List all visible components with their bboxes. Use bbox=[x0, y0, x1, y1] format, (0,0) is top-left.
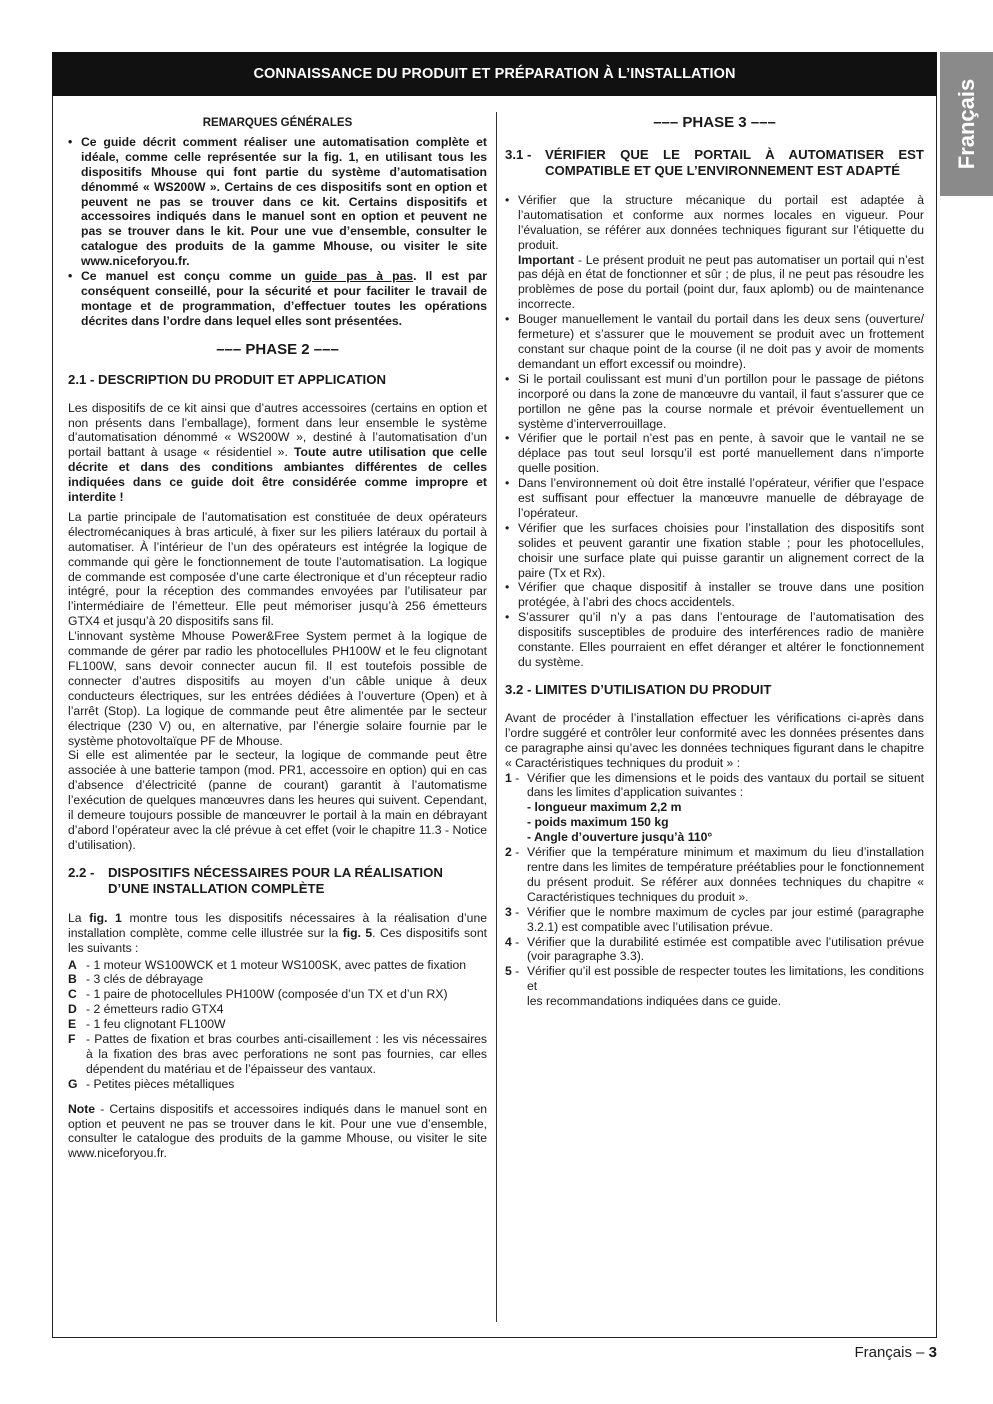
list-item-key: F bbox=[68, 1032, 76, 1047]
check-bullet-6: • Vérifier que les surfaces choisies pour l’installation des dispositifs sont solides et peuvent garantir une fixation stable ; pour les photocellules, choisir une surface plate qui puisse garantir un alignement correct de la paire (Tx et Rx). bbox=[505, 521, 924, 581]
section-3-1-title bbox=[505, 147, 924, 179]
limit-length: - longueur maximum 2,2 m bbox=[527, 800, 682, 815]
limit-item-4 bbox=[505, 935, 924, 965]
s21-p1-bold: Toute autre utilisation que celle décrite et dans des conditions ambiantes différentes de celles indiquées dans ce guide doit être considérée comme impropre et interdite ! bbox=[68, 445, 487, 505]
limit-num-4: 4 bbox=[505, 934, 512, 949]
check-bullet-8: • S’assurer qu’il n’y a pas dans l’entourage de l’automatisation des dispositifs susceptibles de produire des interférences radio de manière constante. Elles pourraient en effet déranger et altérer le fonctionnement du système. bbox=[505, 610, 924, 670]
list-item-key: G bbox=[68, 1076, 78, 1091]
limit-item-number: 1 - bbox=[505, 770, 520, 785]
s22-intro-c: . Ces dispositifs sont les suivants : bbox=[68, 925, 487, 955]
section-2-1-para-4: Si elle est alimentée par le secteur, la logique de commande peut être associée à une batterie tampon (mod. PR1, accessoire en option) qui en cas d’absence d’électricité (panne de courant) garantit à l’automatisme l’exécution de quelques manœuvres dans les heures qui suivent. Cependant, il demeure toujours possible de manœuvrer le portail à la main en débrayant d’abord l’opérateur avec la clé prévue à cet effet (voir le chapitre 11.3 - Notice d’utilisation). bbox=[68, 748, 487, 852]
important-text: - Le présent produit ne peut pas automatiser un portail qui n’est pas déjà en état de fonctionner et sûr ; de plus, il ne peut pas résoudre les problèmes de pose du portail (point dur, faux aplomb) ou de maintenance incorrecte. bbox=[518, 252, 924, 312]
fig-1-ref: fig. 1 bbox=[89, 910, 122, 925]
list-item-key: C bbox=[68, 987, 77, 1002]
list-item-key: E bbox=[68, 1017, 77, 1032]
s22-intro-a: La bbox=[68, 910, 90, 925]
check-bullet-4: • Vérifier que le portail n’est pas en pente, à savoir que le vantail ne se déplace pas tout seul lorsqu’il est porté manuellement dans n’importe quelle position. bbox=[505, 431, 924, 476]
limit-item-2 bbox=[505, 845, 924, 905]
limit-item-number: 2 - bbox=[505, 845, 520, 860]
list-item-text: - 1 paire de photocellules PH100W (composée d’un TX et d’un RX) bbox=[86, 987, 448, 1002]
limit-num-3: 3 bbox=[505, 904, 512, 919]
limit-2-text: Vérifier que la température minimum et maximum du lieu d’installation rentre dans les limites de température préétablies pour le fonctionnement du présent produit. Se référer aux données techniques du chapitre « Caractéristiques techniques du produit ». bbox=[527, 845, 924, 904]
remark-bullet-2-a: Ce manuel est conçu comme un bbox=[81, 269, 305, 284]
section-2-1-para-2: La partie principale de l’automatisation est constituée de deux opérateurs électromécaniques à bras articulé, à fixer sur les piliers latéraux du portail à automatiser. À l’intérieur de l’un des opérateurs est intégrée la logique de commande qui gère le fonctionnement de toute l’automatisation. La logique de commande est composée d’une carte électronique et d’un récepteur radio intégré, pour la réception des commandes envoyées par l’utilisateur par l’intermédiaire de l’émetteur. Elle peut mémoriser jusqu’à 256 émetteurs GTX4 et jusqu’à 20 dispositifs sans fil. bbox=[68, 509, 487, 629]
section-3-2-title: 3.2 - LIMITES D’UTILISATION DU PRODUIT bbox=[505, 681, 772, 697]
right-column bbox=[505, 112, 924, 1009]
language-tab-label: Français bbox=[953, 78, 979, 170]
left-column bbox=[68, 112, 487, 1161]
list-item bbox=[68, 987, 487, 1002]
remarks-title: REMARQUES GÉNÉRALES bbox=[202, 117, 353, 129]
phase-3-heading: ––– PHASE 3 ––– bbox=[653, 114, 776, 131]
check-bullet-2: • Bouger manuellement le vantail du portail dans les deux sens (ouverture/ fermeture) et s’assurer que le mouvement se produit avec un frottement constant sur chaque point de la course (il ne doit pas y avoir de moments demandant un effort excessif ou moindre). bbox=[505, 312, 924, 372]
list-item bbox=[68, 1077, 487, 1092]
section-3-1-number: 3.1 - bbox=[505, 146, 532, 162]
limit-num-1: 1 bbox=[505, 770, 512, 785]
list-item bbox=[68, 1032, 487, 1077]
limit-num-2: 2 bbox=[505, 845, 512, 860]
section-2-2-number: 2.2 - bbox=[68, 864, 95, 880]
page-number: 3 bbox=[928, 1344, 937, 1361]
fig-5-ref: fig. 5 bbox=[342, 925, 373, 940]
limit-item-number: 3 - bbox=[505, 904, 520, 919]
device-list bbox=[68, 958, 487, 1092]
list-item-text: - Petites pièces métalliques bbox=[86, 1076, 235, 1091]
check-bullet-5: • Dans l’environnement où doit être installé l’opérateur, vérifier que l’espace est suffisant pour effectuer la manœuvre manuelle de débrayage de l’opérateur. bbox=[505, 476, 924, 521]
remark-bullet-2-underline: guide pas à pas bbox=[304, 269, 414, 284]
section-3-2-intro: Avant de procéder à l’installation effectuer les vérifications ci-après dans l’ordre suggéré et contrôler leur conformité avec les données présentes dans ce paragraphe ainsi qu’avec les données techniques figurant dans le chapitre « Caractéristiques techniques du produit » : bbox=[505, 710, 924, 770]
s22-intro-b: montre tous les dispositifs nécessaires à la réalisation d’une installation complète, comme celle illustrée sur la bbox=[68, 910, 487, 940]
limit-3-text: Vérifier que le nombre maximum de cycles par jour estimé (paragraphe 3.2.1) est compatible avec l’utilisation prévue. bbox=[527, 904, 924, 934]
list-item-text: - 2 émetteurs radio GTX4 bbox=[86, 1002, 224, 1017]
column-divider bbox=[496, 112, 497, 1322]
section-2-2-intro bbox=[68, 911, 487, 956]
limit-item-number: 5 - bbox=[505, 964, 520, 979]
list-item bbox=[68, 958, 487, 973]
important-label: Important bbox=[518, 252, 575, 267]
phase-2-heading: ––– PHASE 2 ––– bbox=[216, 340, 339, 358]
list-item-text: - Pattes de fixation et bras courbes anti-cisaillement : les vis nécessaires à la fixation des bras avec perforations ne sont pas fournies, car elles dépendent du matériau et de l’épaisseur des vantaux. bbox=[86, 1032, 487, 1076]
check-bullet-7: • Vérifier que chaque dispositif à installer se trouve dans une position protégée, à l’abri des chocs accidentels. bbox=[505, 580, 924, 610]
limit-5-text: Vérifier qu’il est possible de respecter toutes les limitations, les conditions et bbox=[527, 964, 924, 994]
list-item-text: - 1 feu clignotant FL100W bbox=[86, 1017, 226, 1032]
list-item-text: - 1 moteur WS100WCK et 1 moteur WS100SK, avec pattes de fixation bbox=[86, 957, 467, 972]
list-item bbox=[68, 972, 487, 987]
limit-num-5: 5 bbox=[505, 964, 512, 979]
limit-item-3 bbox=[505, 905, 924, 935]
limit-item-number: 4 - bbox=[505, 934, 520, 949]
limit-5-text-b: les recommandations indiquées dans ce guide. bbox=[527, 994, 782, 1009]
limit-4-text: Vérifier que la durabilité estimée est compatible avec l’utilisation prévue (voir paragraphe 3.3). bbox=[527, 934, 924, 964]
limit-1-text: Vérifier que les dimensions et le poids des vantaux du portail se situent dans les limites d’application suivantes : bbox=[527, 770, 924, 800]
check-bullet-1 bbox=[505, 193, 924, 312]
remark-bullet-2-b: . Il est par conséquent conseillé, pour la sécurité et pour faciliter le travail de montage et de programmation, d’effectuer toutes les opérations décrites dans l’ordre dans lequel elles sont présentées. bbox=[81, 269, 487, 328]
limit-item-text bbox=[527, 964, 924, 1009]
check-bullet-1-text: Vérifier que la structure mécanique du portail est adaptée à l’automatisation et conforme aux normes locales en vigueur. Pour l’évaluation, se référer aux données techniques figurant sur l’étiquette du produit. bbox=[518, 192, 924, 252]
limit-item-5 bbox=[505, 964, 924, 1009]
note-label: Note bbox=[68, 1101, 96, 1116]
s21-p1-text: Les dispositifs de ce kit ainsi que d’autres accessoires (certains en option et non présents dans l’emballage), forment dans leur ensemble le système d’automatisation dénommé « WS200W », destiné à l’automatisation d’un portail battant à usage « résidentiel ». bbox=[68, 400, 487, 460]
list-item-key: D bbox=[68, 1002, 77, 1017]
limit-item-1 bbox=[505, 771, 924, 846]
section-2-2-title bbox=[68, 865, 487, 897]
page-footer bbox=[854, 1344, 937, 1361]
page-title: CONNAISSANCE DU PRODUIT ET PRÉPARATION À L’INSTALLATION bbox=[52, 52, 937, 96]
section-2-1-para-3: L’innovant système Mhouse Power&Free System permet à la logique de commande de gérer par radio les photocellules PH100W et le feu clignotant FL100W, sans devoir connecter aucun fil. Il est toutefois possible de connecter d’autres dispositifs au moyen d’un câble unique à deux conducteurs électriques, sur les entrées dédiées à l’ouverture (Open) et à l’arrêt (Stop). La logique de commande peut être alimentée par le secteur électrique (230 V) ou, en alternative, par l’énergie solaire fournie par le système photovoltaïque PF de Mhouse. bbox=[68, 629, 487, 748]
limits-list bbox=[505, 771, 924, 1010]
limit-item-text bbox=[527, 771, 924, 846]
list-item bbox=[68, 1017, 487, 1032]
check-bullet-3: • Si le portail coulissant est muni d’un portillon pour le passage de piétons incorporé ou dans la zone de manœuvre du vantail, il faut s’assurer que ce portillon ne gêne pas la course normale et prévoir éventuellement un système d’interverrouillage. bbox=[505, 372, 924, 432]
note-text: - Certains dispositifs et accessoires indiqués dans le manuel sont en option et peuvent ne pas se trouver dans le kit. Pour une vue d’ensemble, consulter le catalogue des produits de la gamme Mhouse, ou visiter le site www.niceforyou.fr. bbox=[68, 1101, 487, 1161]
remark-bullet-2 bbox=[68, 269, 487, 329]
section-2-1-para-1 bbox=[68, 401, 487, 505]
list-item-text: - 3 clés de débrayage bbox=[86, 972, 204, 987]
section-2-2-text: DISPOSITIFS NÉCESSAIRES POUR LA RÉALISATION D’UNE INSTALLATION COMPLÈTE bbox=[108, 864, 443, 896]
limit-weight: - poids maximum 150 kg bbox=[527, 815, 669, 830]
section-2-1-title: 2.1 - DESCRIPTION DU PRODUIT ET APPLICATION bbox=[68, 371, 386, 387]
remark-bullet-1: • Ce guide décrit comment réaliser une automatisation complète et idéale, comme celle représentée sur la fig. 1, en utilisant tous les dispositifs Mhouse qui font partie du système d’automatisation dénommé « WS200W ». Certains de ces dispositifs sont en option et peuvent ne pas se trouver dans ce kit. Certains dispositifs et accessoires indiqués dans le manuel sont en option et peuvent ne pas se trouver dans le kit. Pour une vue d’ensemble, consulter le catalogue des produits de la gamme Mhouse, ou visiter le site www.niceforyou.fr. bbox=[68, 135, 487, 269]
note-paragraph bbox=[68, 1102, 487, 1162]
footer-language: Français – bbox=[854, 1344, 929, 1361]
list-item bbox=[68, 1002, 487, 1017]
list-item-key: B bbox=[68, 972, 77, 987]
section-3-1-text: VÉRIFIER QUE LE PORTAIL À AUTOMATISER EST COMPATIBLE ET QUE L’ENVIRONNEMENT EST ADAPTÉ bbox=[545, 146, 924, 178]
language-tab bbox=[940, 52, 993, 196]
checklist bbox=[505, 193, 924, 670]
list-item-key: A bbox=[68, 957, 77, 972]
limit-angle: - Angle d’ouverture jusqu’à 110° bbox=[527, 830, 713, 845]
